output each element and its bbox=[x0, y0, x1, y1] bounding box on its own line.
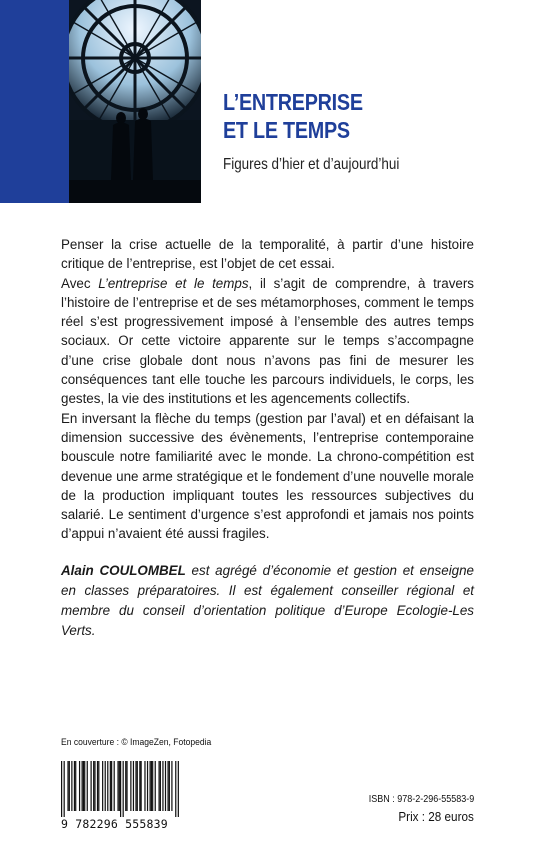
cover-credit: En couverture : © ImageZen, Fotopedia bbox=[61, 737, 212, 748]
barcode-bar bbox=[165, 761, 166, 811]
barcode-bar bbox=[169, 761, 170, 811]
barcode-bar bbox=[167, 761, 168, 811]
barcode-bar bbox=[175, 761, 176, 817]
barcode-bar bbox=[125, 761, 126, 811]
author-bio bbox=[61, 561, 474, 641]
barcode-bar bbox=[155, 761, 156, 811]
barcode-bar bbox=[144, 761, 145, 811]
title-line-1: L’ENTREPRISE bbox=[223, 89, 363, 115]
author-bio-text: est agrégé d’économie et gestion et enseigne en classes préparatoires. Il est également conseiller régional et membre du conseil d’orientation politique d’Europe Ecologie-Les Verts. bbox=[61, 563, 475, 638]
barcode-bar bbox=[137, 761, 138, 811]
barcode-bar bbox=[64, 761, 65, 817]
blurb-p2-intro: Avec bbox=[61, 275, 99, 291]
barcode-bar bbox=[102, 761, 103, 811]
barcode-bar bbox=[75, 761, 76, 811]
isbn-number: ISBN : 978-2-296-55583-9 bbox=[368, 794, 474, 805]
barcode-bar bbox=[141, 761, 142, 811]
barcode-bar bbox=[97, 761, 98, 811]
blurb-p2-book-title: L’entreprise et le temps bbox=[98, 275, 249, 291]
barcode-bar bbox=[160, 761, 161, 811]
back-cover-blurb bbox=[61, 235, 474, 544]
barcode-bar bbox=[119, 761, 120, 811]
barcode-bar bbox=[123, 761, 124, 817]
barcode-bar bbox=[93, 761, 94, 811]
blurb-paragraph-3: En inversant la flèche du temps (gestion par l’aval) et en défaisant la dimension successive des évènements, l’entreprise contemporaine bouscule notre familiarité avec le monde. La chrono-compétition est devenue une arme stratégique et le fondement d’une nouvelle morale de la production impliquant toutes les ressources subjectives du salarié. Le sentiment d’urgence s’est approfondi et jamais nos points d’appui n’avaient été aussi fragiles. bbox=[61, 410, 474, 542]
barcode-bar bbox=[114, 761, 115, 811]
barcode-bar bbox=[152, 761, 153, 811]
barcode-bar bbox=[67, 761, 68, 811]
blue-color-band bbox=[0, 0, 69, 203]
blurb-p2-text: , il s’agit de comprendre, à travers l’histoire de l’entreprise et de ses métamorphoses, comment le temps réel s’est progressivement imposé à l’ensemble des autres temps sociaux. Or cette victoire apparente sur le temps s’accompagne d’une crise globale dont nous n’avons pas fini de mesurer les conséquences tant elle touche les parcours individuels, le corps, les gestes, la vie des institutions et les agencements collectifs. bbox=[61, 275, 474, 407]
barcode-bar bbox=[74, 761, 75, 811]
barcode-bar bbox=[133, 761, 134, 811]
barcode-bar bbox=[107, 761, 108, 811]
barcode-bar bbox=[94, 761, 95, 811]
title-line-2: ET LE TEMPS bbox=[223, 117, 350, 143]
barcode-bar bbox=[110, 761, 111, 811]
barcode-bar bbox=[117, 761, 118, 811]
clock-window-illustration bbox=[69, 0, 201, 203]
barcode-bar bbox=[84, 761, 85, 811]
barcode-bar bbox=[69, 761, 70, 811]
barcode-bar bbox=[105, 761, 106, 811]
barcode-bar bbox=[151, 761, 152, 811]
barcode-bar bbox=[158, 761, 159, 811]
barcode-bar bbox=[162, 761, 163, 811]
book-subtitle: Figures d’hier et d’aujourd’hui bbox=[223, 156, 400, 173]
barcode-bar bbox=[135, 761, 136, 811]
barcode-bar bbox=[61, 761, 62, 817]
barcode-bar bbox=[91, 761, 92, 811]
barcode-bar bbox=[139, 761, 140, 811]
barcode-digits: 9 782296 555839 bbox=[61, 817, 168, 831]
isbn-barcode bbox=[61, 761, 179, 833]
barcode-bar bbox=[98, 761, 99, 811]
barcode-bar bbox=[178, 761, 179, 817]
barcode-bar bbox=[150, 761, 151, 811]
barcode-bar bbox=[87, 761, 88, 811]
barcode-bar bbox=[71, 761, 72, 811]
barcode-bar bbox=[126, 761, 127, 811]
blurb-paragraph-1: Penser la crise actuelle de la temporalité, à partir d’une histoire critique de l’entreprise, est l’objet de cet essai. bbox=[61, 237, 474, 272]
barcode-bar bbox=[83, 761, 84, 811]
barcode-bars bbox=[61, 761, 179, 817]
barcode-bar bbox=[111, 761, 112, 811]
cover-photo-clock bbox=[69, 0, 201, 203]
barcode-bar bbox=[147, 761, 148, 811]
barcode-bar bbox=[82, 761, 83, 811]
author-name: Alain COULOMBEL bbox=[61, 563, 186, 578]
blurb-paragraph-2 bbox=[61, 274, 474, 409]
barcode-bar bbox=[130, 761, 131, 811]
book-title bbox=[223, 88, 386, 144]
barcode-bar bbox=[120, 761, 121, 817]
price-label: Prix : 28 euros bbox=[398, 809, 474, 824]
barcode-bar bbox=[171, 761, 172, 811]
barcode-bar bbox=[79, 761, 80, 811]
